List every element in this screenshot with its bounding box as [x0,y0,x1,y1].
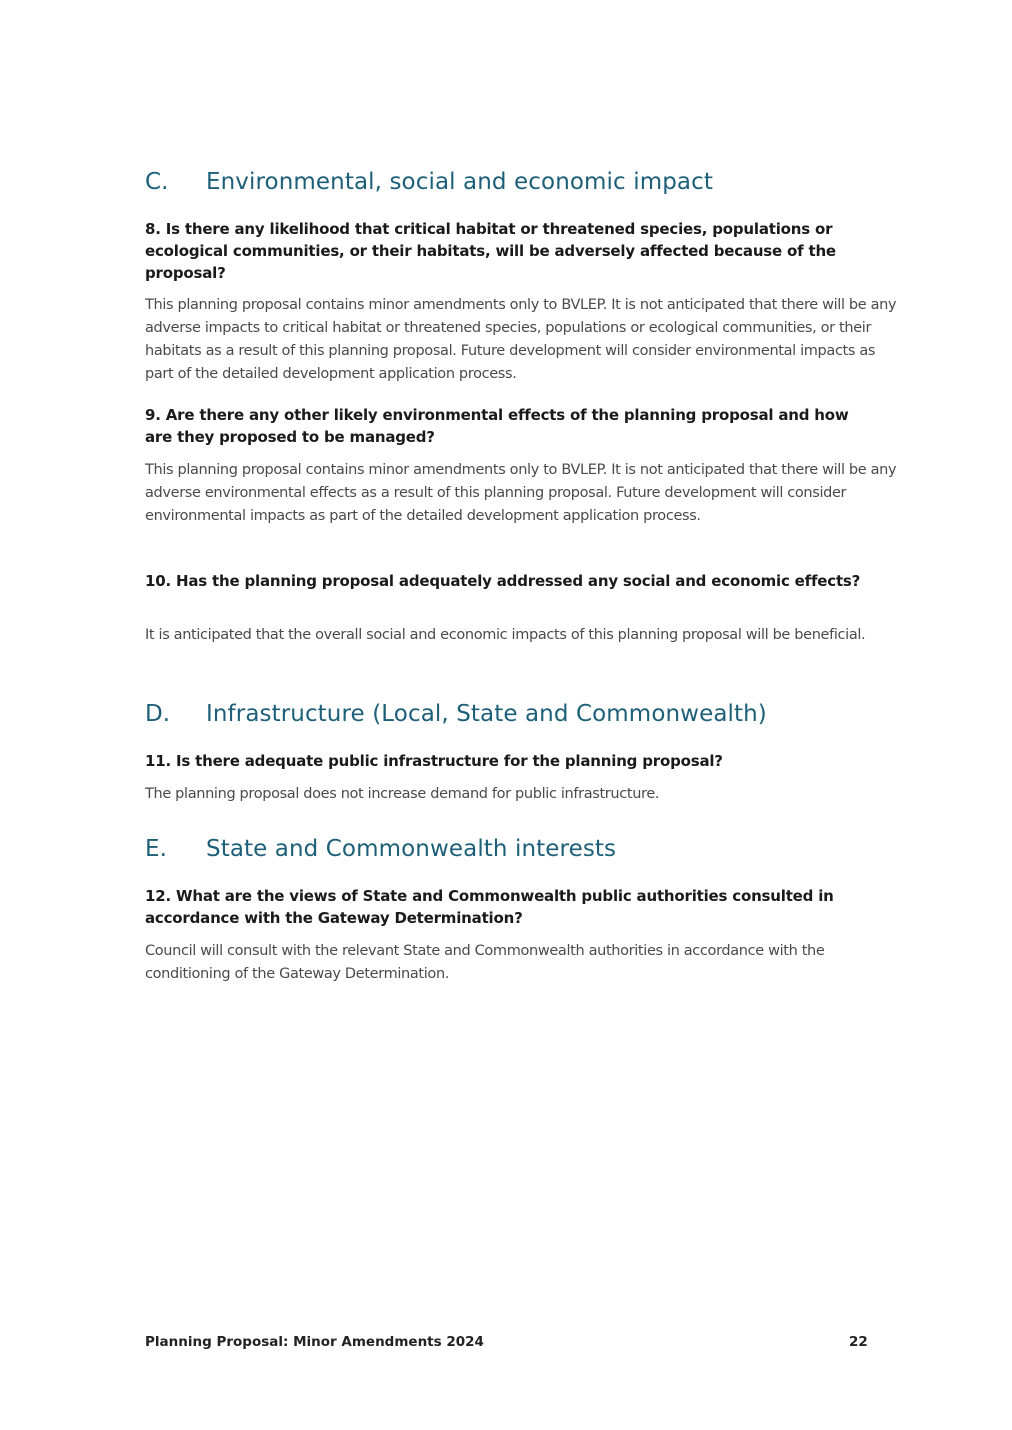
answer-10: It is anticipated that the overall social and economic impacts of this planning proposal will be beneficial. [145,627,866,643]
page-number: 22 [849,1334,868,1350]
section-title: State and Commonwealth interests [206,836,617,862]
answer-8: This planning proposal contains minor amendments only to BVLEP. It is not anticipated that there will be any adverse impacts to critical habitat or threatened species, populations or ecological communities, or their habitats as a result of this planning proposal. Future development will consider environmental impacts as part of the detailed development application process. [145,297,897,382]
section-title: Infrastructure (Local, State and Commonwealth) [206,701,767,727]
question-10: 10. Has the planning proposal adequately addressed any social and economic effects? [145,572,861,590]
answer-11: The planning proposal does not increase demand for public infrastructure. [145,786,660,802]
answer-9: This planning proposal contains minor amendments only to BVLEP. It is not anticipated that there will be any adverse environmental effects as a result of this planning proposal. Future development will consider environmental impacts as part of the detailed development application process. [145,462,897,524]
section-heading-c [145,169,713,195]
answer-12: Council will consult with the relevant State and Commonwealth authorities in accordance with the conditioning of the Gateway Determination. [145,943,825,982]
section-letter: C. [145,169,169,195]
section-heading-e [145,836,616,862]
section-heading-d [145,701,767,727]
document-page [145,0,897,1430]
question-8: 8. Is there any likelihood that critical habitat or threatened species, populations or ecological communities, or their habitats, will be adversely affected because of the proposal? [145,220,836,282]
question-12: 12. What are the views of State and Commonwealth public authorities consulted in accordance with the Gateway Determination? [145,887,834,927]
footer-title: Planning Proposal: Minor Amendments 2024 [145,1334,484,1350]
section-title: Environmental, social and economic impact [206,169,713,195]
question-9: 9. Are there any other likely environmental effects of the planning proposal and how are they proposed to be managed? [145,406,849,446]
section-letter: E. [145,836,168,862]
section-letter: D. [145,701,171,727]
question-11: 11. Is there adequate public infrastructure for the planning proposal? [145,752,723,770]
